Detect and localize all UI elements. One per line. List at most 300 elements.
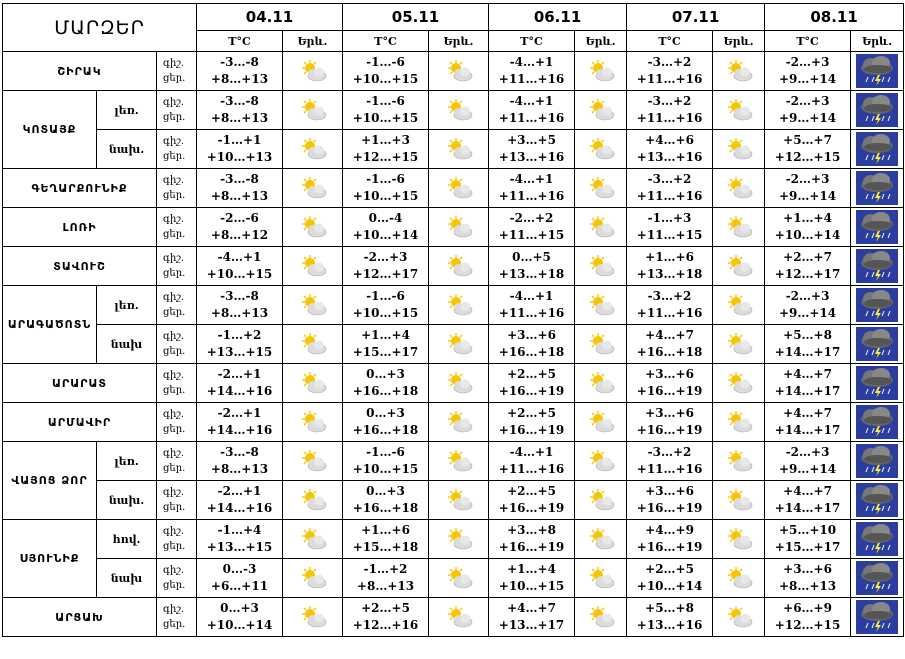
night-day-labels [157, 52, 197, 91]
night-temp: -1…-6 [366, 94, 405, 108]
day-temp: +16…+18 [352, 501, 419, 515]
night-temp: +1…+6 [361, 523, 410, 537]
night-temp: -1…-6 [366, 445, 405, 459]
table-row [3, 598, 904, 637]
weather-icon-cell [575, 91, 627, 130]
night-temp: +5…+7 [783, 133, 832, 147]
weather-icon-cell [575, 247, 627, 286]
day-temp: +10…+14 [774, 228, 841, 242]
region-name: ԱՐԱՐԱՏ [3, 364, 157, 403]
night-temp: +1…+4 [361, 328, 410, 342]
day-temp: +11…+16 [498, 462, 565, 476]
table-row [3, 520, 904, 559]
weather-col-header: Երև. [429, 31, 489, 52]
day-temp: +16…+18 [352, 384, 419, 398]
night-temp: +6…+9 [783, 601, 832, 615]
thunderstorm-icon [856, 444, 898, 478]
temperature-cell [343, 481, 429, 520]
weather-icon-cell [851, 481, 904, 520]
temperature-cell [489, 286, 575, 325]
partly-cloudy-icon [586, 254, 616, 278]
partly-cloudy-icon [586, 449, 616, 473]
night-temp: -4…+1 [509, 172, 554, 186]
region-name: ԼՈՌԻ [3, 208, 157, 247]
weather-icon-cell [575, 442, 627, 481]
day-temp: +11…+16 [498, 72, 565, 86]
weather-icon-cell [575, 325, 627, 364]
night-temp: -2…+3 [785, 172, 830, 186]
table-row [3, 91, 904, 130]
temperature-cell [197, 442, 283, 481]
night-temp: +1…+4 [783, 211, 832, 225]
night-temp: -1…+4 [217, 523, 262, 537]
night-temp: +4…+7 [507, 601, 556, 615]
day-temp: +11…+16 [636, 72, 703, 86]
day-temp: +10…+13 [206, 150, 273, 164]
temperature-cell [627, 208, 713, 247]
weather-icon-cell [429, 208, 489, 247]
night-label: գիշ. [163, 253, 185, 264]
partly-cloudy-icon [444, 566, 474, 590]
weather-icon-cell [713, 598, 765, 637]
thunderstorm-icon [856, 54, 898, 88]
partly-cloudy-icon [444, 527, 474, 551]
day-label: ցեր. [163, 463, 186, 474]
temperature-cell [343, 520, 429, 559]
thunderstorm-icon [856, 522, 898, 556]
partly-cloudy-icon [724, 449, 754, 473]
weather-icon-cell [575, 403, 627, 442]
night-temp: 0…-3 [222, 562, 257, 576]
temperature-cell [197, 598, 283, 637]
temperature-cell [343, 91, 429, 130]
temperature-cell [343, 52, 429, 91]
thunderstorm-icon [856, 366, 898, 400]
partly-cloudy-icon [444, 449, 474, 473]
temperature-cell [343, 208, 429, 247]
region-name: ԱՐՄԱՎԻՐ [3, 403, 157, 442]
temperature-cell [197, 325, 283, 364]
partly-cloudy-icon [444, 137, 474, 161]
night-temp: +4…+9 [645, 523, 694, 537]
day-temp: +9…+14 [778, 306, 837, 320]
day-temp: +11…+16 [636, 189, 703, 203]
night-day-labels [157, 247, 197, 286]
weather-icon-cell [713, 286, 765, 325]
weather-icon-cell [713, 442, 765, 481]
temperature-cell [765, 91, 851, 130]
weather-icon-cell [283, 364, 343, 403]
night-temp: +5…+10 [778, 523, 837, 537]
day-label: ցեր. [163, 346, 186, 357]
region-name: ԳԵՂԱՐՔՈՒՆԻՔ [3, 169, 157, 208]
night-day-labels [157, 325, 197, 364]
temperature-cell [627, 520, 713, 559]
partly-cloudy-icon [298, 59, 328, 83]
night-temp: -1…+2 [217, 328, 262, 342]
weather-icon-cell [283, 442, 343, 481]
night-day-labels [157, 364, 197, 403]
night-temp: -2…+1 [217, 406, 262, 420]
partly-cloudy-icon [444, 254, 474, 278]
partly-cloudy-icon [724, 605, 754, 629]
day-temp: +11…+16 [636, 306, 703, 320]
temperature-cell [197, 286, 283, 325]
night-temp: 0…+3 [220, 601, 259, 615]
temperature-cell [489, 403, 575, 442]
day-temp: +10…+15 [352, 189, 419, 203]
day-temp: +10…+15 [352, 72, 419, 86]
weather-icon-cell [429, 442, 489, 481]
night-temp: 0…+3 [366, 406, 405, 420]
partly-cloudy-icon [724, 293, 754, 317]
night-label: գիշ. [163, 136, 185, 147]
night-temp: +2…+5 [507, 367, 556, 381]
partly-cloudy-icon [444, 215, 474, 239]
day-temp: +16…+19 [636, 423, 703, 437]
temperature-cell [765, 208, 851, 247]
temperature-cell [627, 52, 713, 91]
day-label: ցեր. [163, 385, 186, 396]
day-temp: +13…+16 [636, 150, 703, 164]
night-day-labels [157, 481, 197, 520]
partly-cloudy-icon [586, 566, 616, 590]
night-temp: +3…+6 [645, 484, 694, 498]
temp-col-header: T°C [627, 31, 713, 52]
region-name: ՏԱՎՈՒՇ [3, 247, 157, 286]
thunderstorm-icon [856, 249, 898, 283]
night-temp: -4…+1 [509, 55, 554, 69]
night-temp: -2…+1 [217, 484, 262, 498]
subregion-name: նախ [97, 559, 157, 598]
date-header: 04.11 [197, 4, 343, 31]
temperature-cell [627, 364, 713, 403]
night-temp: -4…+1 [509, 445, 554, 459]
weather-icon-cell [429, 91, 489, 130]
night-temp: -3…+2 [647, 55, 692, 69]
subregion-name: լեռ. [97, 91, 157, 130]
night-temp: +2…+5 [645, 562, 694, 576]
table-row [3, 403, 904, 442]
temperature-cell [489, 130, 575, 169]
weather-icon-cell [851, 130, 904, 169]
temperature-cell [489, 52, 575, 91]
day-temp: +16…+18 [636, 345, 703, 359]
temperature-cell [765, 559, 851, 598]
day-temp: +14…+17 [774, 384, 841, 398]
day-temp: +13…+16 [498, 150, 565, 164]
night-temp: -2…-6 [220, 211, 259, 225]
night-temp: +3…+6 [507, 328, 556, 342]
temperature-cell [343, 364, 429, 403]
region-name: ԿՈՏԱՅՔ [3, 91, 97, 169]
forecast-table [2, 3, 904, 637]
table-row [3, 247, 904, 286]
weather-icon-cell [851, 91, 904, 130]
weather-icon-cell [713, 52, 765, 91]
day-temp: +12…+15 [774, 618, 841, 632]
subregion-name: լեռ. [97, 286, 157, 325]
day-temp: +14…+17 [774, 345, 841, 359]
night-temp: +2…+5 [361, 601, 410, 615]
temperature-cell [765, 247, 851, 286]
partly-cloudy-icon [298, 488, 328, 512]
night-temp: -1…+1 [217, 133, 262, 147]
partly-cloudy-icon [724, 332, 754, 356]
table-row [3, 559, 904, 598]
day-temp: +16…+19 [636, 540, 703, 554]
temperature-cell [489, 325, 575, 364]
subregion-name: հով. [97, 520, 157, 559]
weather-icon-cell [283, 169, 343, 208]
temperature-cell [627, 247, 713, 286]
temperature-cell [197, 247, 283, 286]
partly-cloudy-icon [298, 449, 328, 473]
night-temp: -3…+2 [647, 172, 692, 186]
temperature-cell [343, 247, 429, 286]
day-label: ցեր. [163, 541, 186, 552]
weather-icon-cell [575, 169, 627, 208]
weather-icon-cell [429, 481, 489, 520]
day-temp: +16…+19 [498, 540, 565, 554]
night-temp: -1…-6 [366, 172, 405, 186]
day-temp: +8…+13 [210, 462, 269, 476]
weather-icon-cell [283, 52, 343, 91]
day-temp: +8…+13 [778, 579, 837, 593]
region-name: ԱՐԱԳԱԾՈՏՆ [3, 286, 97, 364]
temperature-cell [489, 559, 575, 598]
day-temp: +15…+18 [352, 540, 419, 554]
weather-icon-cell [283, 403, 343, 442]
night-temp: +2…+7 [783, 250, 832, 264]
weather-icon-cell [713, 247, 765, 286]
partly-cloudy-icon [586, 488, 616, 512]
night-temp: -3…-8 [220, 289, 259, 303]
day-label: ցեր. [163, 229, 186, 240]
thunderstorm-icon [856, 600, 898, 634]
day-label: ցեր. [163, 112, 186, 123]
night-label: գիշ. [163, 97, 185, 108]
partly-cloudy-icon [586, 98, 616, 122]
partly-cloudy-icon [724, 410, 754, 434]
partly-cloudy-icon [444, 605, 474, 629]
temperature-cell [765, 403, 851, 442]
subregion-name: նախ. [97, 130, 157, 169]
date-header: 07.11 [627, 4, 765, 31]
day-temp: +11…+16 [498, 306, 565, 320]
day-temp: +14…+16 [206, 384, 273, 398]
weather-icon-cell [851, 286, 904, 325]
weather-icon-cell [575, 208, 627, 247]
day-temp: +9…+14 [778, 111, 837, 125]
day-temp: +10…+15 [352, 306, 419, 320]
thunderstorm-icon [856, 483, 898, 517]
day-temp: +10…+15 [206, 267, 273, 281]
night-temp: +1…+3 [361, 133, 410, 147]
night-day-labels [157, 598, 197, 637]
thunderstorm-icon [856, 405, 898, 439]
day-label: ցեր. [163, 307, 186, 318]
temperature-cell [627, 598, 713, 637]
partly-cloudy-icon [444, 332, 474, 356]
day-temp: +13…+16 [636, 618, 703, 632]
temperature-cell [343, 442, 429, 481]
temperature-cell [197, 520, 283, 559]
weather-icon-cell [575, 286, 627, 325]
night-temp: -2…+3 [785, 445, 830, 459]
day-temp: +9…+14 [778, 72, 837, 86]
region-name: ԱՐՑԱԽ [3, 598, 157, 637]
day-temp: +16…+19 [498, 501, 565, 515]
temperature-cell [343, 559, 429, 598]
table-row [3, 169, 904, 208]
weather-icon-cell [283, 520, 343, 559]
weather-icon-cell [851, 208, 904, 247]
weather-icon-cell [713, 91, 765, 130]
weather-icon-cell [429, 247, 489, 286]
day-label: ցեր. [163, 502, 186, 513]
weather-icon-cell [283, 559, 343, 598]
day-temp: +10…+14 [636, 579, 703, 593]
weather-icon-cell [429, 559, 489, 598]
night-label: գիշ. [163, 292, 185, 303]
night-temp: +3…+5 [507, 133, 556, 147]
night-day-labels [157, 91, 197, 130]
night-temp: +3…+8 [507, 523, 556, 537]
partly-cloudy-icon [586, 176, 616, 200]
temperature-cell [765, 325, 851, 364]
date-header: 06.11 [489, 4, 627, 31]
weather-col-header: Երև. [283, 31, 343, 52]
table-row [3, 286, 904, 325]
temperature-cell [489, 91, 575, 130]
table-row [3, 325, 904, 364]
temperature-cell [489, 169, 575, 208]
night-temp: -4…+1 [217, 250, 262, 264]
weather-icon-cell [283, 247, 343, 286]
day-temp: +13…+15 [206, 540, 273, 554]
night-day-labels [157, 403, 197, 442]
day-temp: +11…+15 [636, 228, 703, 242]
night-temp: +2…+5 [507, 484, 556, 498]
weather-icon-cell [851, 559, 904, 598]
temperature-cell [197, 52, 283, 91]
night-temp: -3…-8 [220, 55, 259, 69]
weather-icon-cell [851, 598, 904, 637]
weather-icon-cell [575, 598, 627, 637]
temp-col-header: T°C [489, 31, 575, 52]
day-temp: +10…+15 [352, 462, 419, 476]
weather-icon-cell [851, 364, 904, 403]
subregion-name: նախ [97, 325, 157, 364]
partly-cloudy-icon [444, 98, 474, 122]
partly-cloudy-icon [724, 98, 754, 122]
temperature-cell [197, 91, 283, 130]
night-label: գիշ. [163, 604, 185, 615]
partly-cloudy-icon [724, 527, 754, 551]
night-temp: 0…+3 [366, 367, 405, 381]
day-temp: +6…+11 [210, 579, 269, 593]
partly-cloudy-icon [724, 137, 754, 161]
night-temp: -2…+3 [785, 94, 830, 108]
day-label: ցեր. [163, 619, 186, 630]
weather-col-header: Երև. [851, 31, 904, 52]
day-temp: +13…+18 [498, 267, 565, 281]
weather-icon-cell [851, 403, 904, 442]
night-temp: -2…+3 [363, 250, 408, 264]
temperature-cell [765, 442, 851, 481]
weather-icon-cell [713, 325, 765, 364]
day-temp: +9…+14 [778, 189, 837, 203]
day-temp: +12…+16 [352, 618, 419, 632]
night-temp: -4…+1 [509, 289, 554, 303]
weather-icon-cell [429, 130, 489, 169]
night-label: գիշ. [163, 565, 185, 576]
day-temp: +8…+13 [210, 189, 269, 203]
weather-icon-cell [575, 364, 627, 403]
day-label: ցեր. [163, 580, 186, 591]
temp-col-header: T°C [765, 31, 851, 52]
weather-icon-cell [429, 520, 489, 559]
day-temp: +11…+16 [498, 111, 565, 125]
weather-icon-cell [283, 481, 343, 520]
day-temp: +12…+15 [774, 150, 841, 164]
day-temp: +11…+16 [498, 189, 565, 203]
temperature-cell [489, 598, 575, 637]
day-temp: +14…+16 [206, 423, 273, 437]
thunderstorm-icon [856, 561, 898, 595]
day-temp: +13…+17 [498, 618, 565, 632]
weather-icon-cell [713, 169, 765, 208]
day-temp: +16…+18 [352, 423, 419, 437]
weather-icon-cell [713, 208, 765, 247]
night-day-labels [157, 520, 197, 559]
temperature-cell [197, 403, 283, 442]
partly-cloudy-icon [298, 332, 328, 356]
table-row [3, 208, 904, 247]
night-temp: -2…+3 [785, 289, 830, 303]
temperature-cell [489, 481, 575, 520]
night-temp: +4…+7 [645, 328, 694, 342]
temperature-cell [627, 559, 713, 598]
table-row [3, 442, 904, 481]
day-temp: +12…+17 [774, 267, 841, 281]
temperature-cell [197, 169, 283, 208]
temp-col-header: T°C [343, 31, 429, 52]
night-temp: +3…+6 [645, 367, 694, 381]
temperature-cell [197, 208, 283, 247]
night-label: գիշ. [163, 448, 185, 459]
partly-cloudy-icon [298, 176, 328, 200]
day-temp: +14…+16 [206, 501, 273, 515]
temperature-cell [343, 598, 429, 637]
partly-cloudy-icon [444, 176, 474, 200]
day-temp: +10…+15 [352, 111, 419, 125]
night-temp: +4…+7 [783, 484, 832, 498]
night-temp: +4…+6 [645, 133, 694, 147]
night-day-labels [157, 208, 197, 247]
partly-cloudy-icon [298, 293, 328, 317]
weather-icon-cell [851, 169, 904, 208]
temperature-cell [627, 169, 713, 208]
partly-cloudy-icon [586, 605, 616, 629]
night-temp: -1…-6 [366, 55, 405, 69]
temperature-cell [765, 598, 851, 637]
weather-icon-cell [851, 442, 904, 481]
temperature-cell [343, 169, 429, 208]
partly-cloudy-icon [444, 410, 474, 434]
weather-icon-cell [429, 286, 489, 325]
